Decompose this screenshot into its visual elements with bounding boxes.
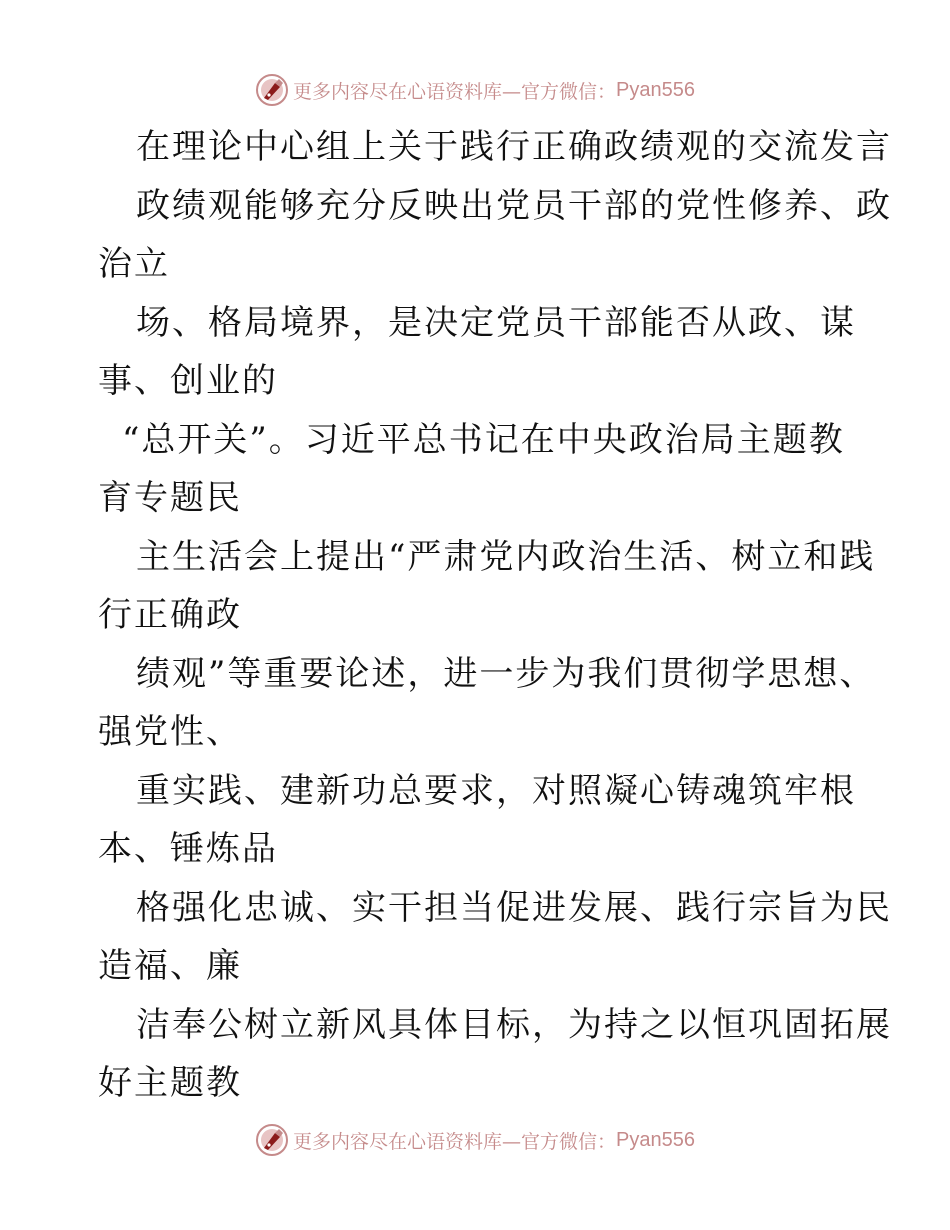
text-line: “总开关”。习近平总书记在中央政治局主题教 (122, 419, 845, 460)
pen-nib-logo-icon (255, 73, 289, 107)
header-banner (0, 70, 950, 110)
text-line: 重实践、建新功总要求，对照凝心铸魂筑牢根 (136, 770, 856, 811)
text-line: 事、创业的 (98, 361, 278, 401)
text-line: 行正确政 (98, 595, 242, 635)
pen-nib-logo-icon (255, 1123, 289, 1157)
text-line: 育专题民 (98, 478, 242, 518)
text-line: 主生活会上提出“严肃党内政治生活、树立和践 (136, 536, 876, 577)
text-line: 本、锤炼品 (98, 829, 278, 869)
document-title: 在理论中心组上关于践行正确政绩观的交流发言 (136, 127, 892, 167)
header-banner-text: 更多内容尽在心语资料库—官方微信： (293, 80, 617, 103)
footer-banner-text: 更多内容尽在心语资料库—官方微信： (293, 1130, 617, 1153)
text-line: 强党性、 (98, 712, 242, 752)
footer-banner (0, 1120, 950, 1160)
text-line: 好主题教 (98, 1063, 242, 1103)
text-line: 洁奉公树立新风具体目标，为持之以恒巩固拓展 (136, 1004, 892, 1045)
text-line: 绩观”等重要论述，进一步为我们贯彻学思想、 (136, 653, 876, 694)
text-line: 治立 (98, 244, 170, 284)
footer-wechat-id: Pyan556 (616, 1128, 695, 1151)
document-body (98, 118, 892, 1113)
text-line: 格强化忠诚、实干担当促进发展、践行宗旨为民 (136, 887, 892, 928)
text-line: 场、格局境界，是决定党员干部能否从政、谋 (136, 302, 856, 343)
text-line: 造福、廉 (98, 946, 242, 986)
text-line: 政绩观能够充分反映出党员干部的党性修养、政 (136, 185, 892, 226)
header-wechat-id: Pyan556 (616, 78, 695, 101)
